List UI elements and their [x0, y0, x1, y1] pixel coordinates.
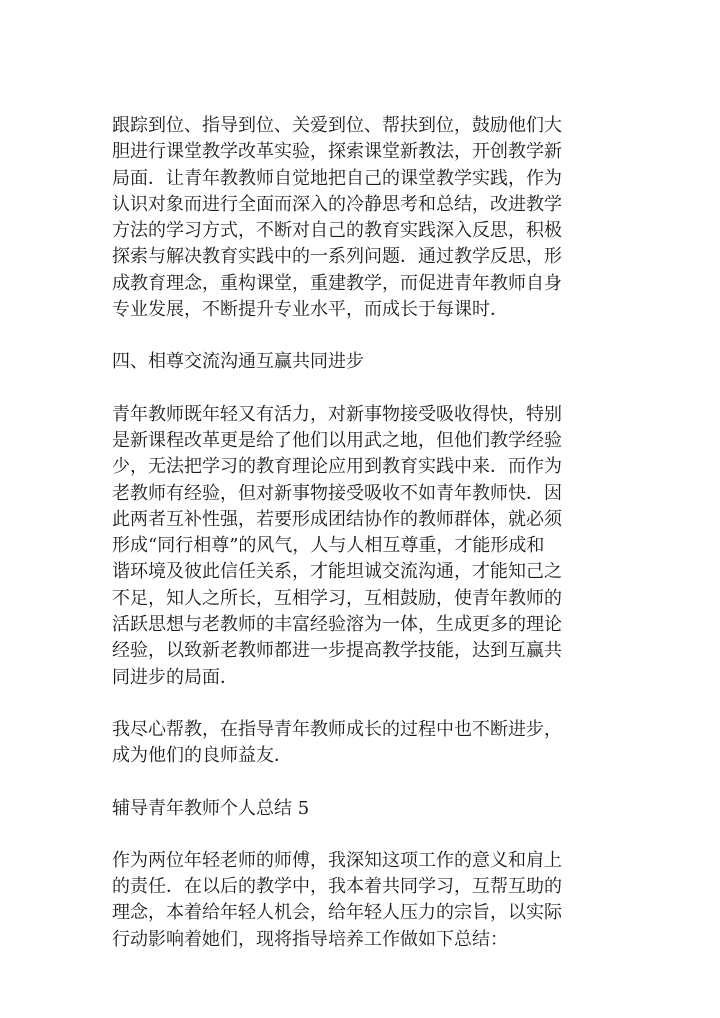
paragraph — [112, 848, 610, 953]
section-heading — [112, 796, 610, 822]
text-line: 理念，本着给年轻人机会，给年轻人压力的宗旨，以实际 — [112, 902, 562, 924]
text-line: 同进步的局面． — [112, 666, 238, 688]
paragraph-gap — [112, 822, 610, 848]
paragraph-gap — [112, 691, 610, 717]
text-line: 胆进行课堂教学改革实验，探索课堂新教法，开创教学新 — [112, 141, 562, 163]
text-line: 是新课程改革更是给了他们以用武之地，但他们教学经验 — [112, 429, 562, 451]
text-line: 成教育理念，重构课堂，重建教学，而促进青年教师自身 — [112, 272, 562, 294]
text-line: 方法的学习方式，不断对自己的教育实践深入反思，积极 — [112, 220, 562, 242]
text-line: 的责任．在以后的教学中，我本着共同学习，互帮互助的 — [112, 876, 562, 898]
text-line: 形成“同行相尊”的风气，人与人相互尊重，才能形成和 — [112, 535, 545, 557]
text-line: 行动影响着她们，现将指导培养工作做如下总结： — [112, 928, 508, 950]
text-line: 活跃思想与老教师的丰富经验溶为一体，生成更多的理论 — [112, 614, 562, 636]
heading-text: 辅导青年教师个人总结 5 — [112, 797, 310, 819]
paragraph-gap — [112, 376, 610, 402]
paragraph — [112, 402, 610, 691]
text-line: 成为他们的良师益友． — [112, 745, 292, 767]
document-body — [112, 113, 610, 953]
text-line: 作为两位年轻老师的师傅，我深知这项工作的意义和肩上 — [112, 849, 562, 871]
text-line: 探索与解决教育实践中的一系列问题．通过教学反思，形 — [112, 246, 562, 268]
heading-text: 四、相尊交流沟通互赢共同进步 — [112, 351, 364, 373]
paragraph — [112, 113, 610, 323]
paragraph-gap — [112, 323, 610, 349]
text-line: 青年教师既年轻又有活力，对新事物接受吸收得快，特别 — [112, 403, 562, 425]
text-line: 认识对象而进行全面而深入的冷静思考和总结，改进教学 — [112, 193, 562, 215]
text-line: 我尽心帮教，在指导青年教师成长的过程中也不断进步， — [112, 718, 562, 740]
text-line: 少，无法把学习的教育理论应用到教育实践中来．而作为 — [112, 456, 562, 478]
text-line: 专业发展，不断提升专业水平，而成长于每课时． — [112, 299, 508, 321]
text-line: 经验，以致新老教师都进一步提高教学技能，达到互赢共 — [112, 640, 562, 662]
paragraph-gap — [112, 770, 610, 796]
paragraph — [112, 717, 610, 770]
text-line: 老教师有经验，但对新事物接受吸收不如青年教师快．因 — [112, 482, 562, 504]
text-line: 此两者互补性强，若要形成团结协作的教师群体，就必须 — [112, 508, 562, 530]
text-line: 不足，知人之所长，互相学习，互相鼓励，使青年教师的 — [112, 587, 562, 609]
text-line: 跟踪到位、指导到位、关爱到位、帮扶到位，鼓励他们大 — [112, 115, 562, 136]
text-line: 局面．让青年教教师自觉地把自己的课堂教学实践，作为 — [112, 167, 562, 189]
section-heading — [112, 349, 610, 375]
text-line: 谐环境及彼此信任关系，才能坦诚交流沟通，才能知己之 — [112, 561, 562, 583]
